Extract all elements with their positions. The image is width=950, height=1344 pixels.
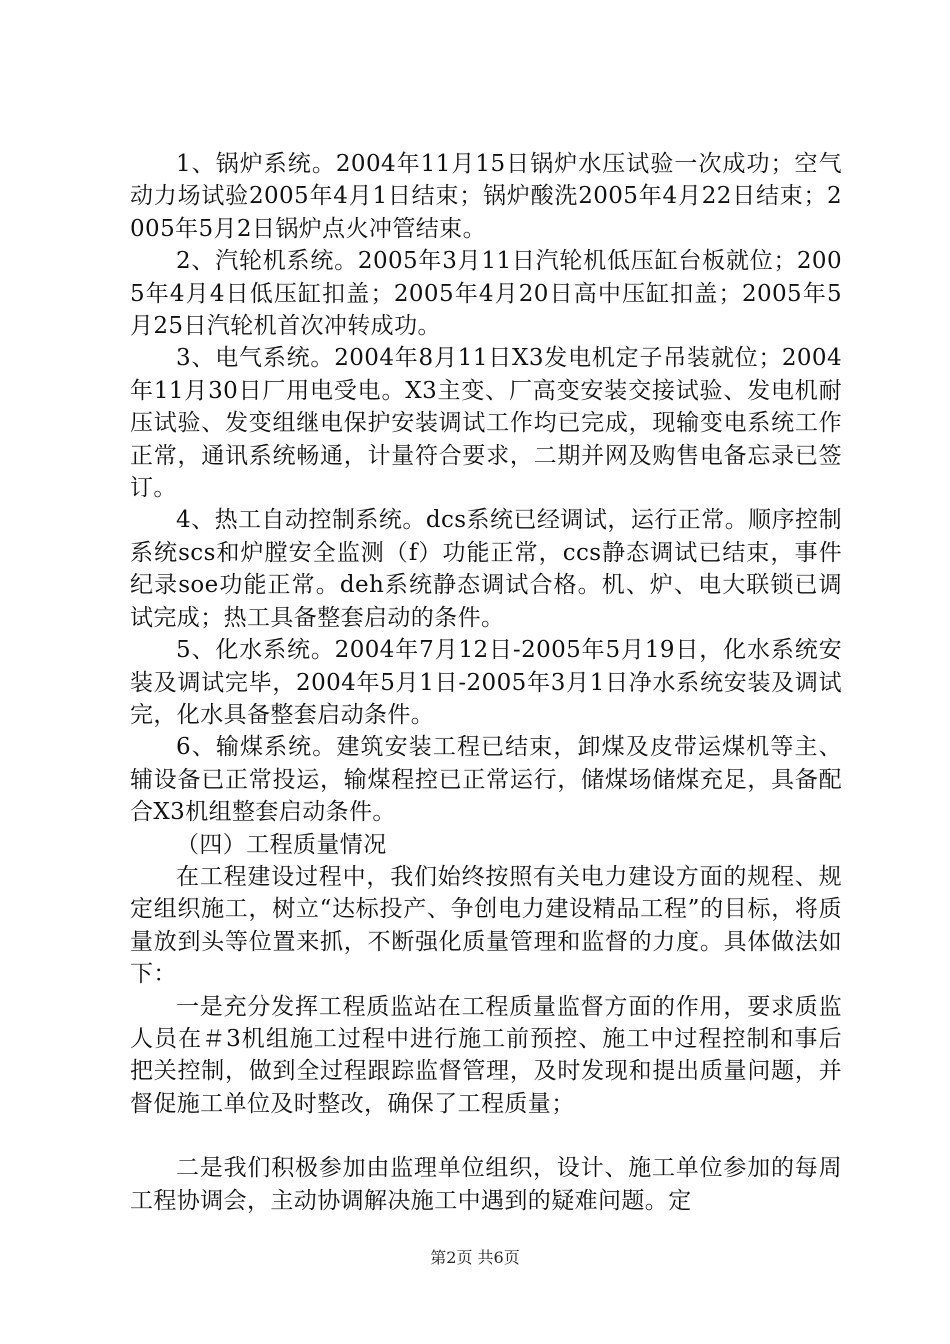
- document-body: [130, 148, 842, 1217]
- paragraph-quality-intro: 在工程建设过程中，我们始终按照有关电力建设方面的规程、规定组织施工，树立“达标投产、争创电力建设精品工程”的目标，将质量放到头等位置来抓，不断强化质量管理和监督的力度。具体做法如下：: [130, 863, 842, 988]
- paragraph-thermal-control-system: 4、热工自动控制系统。dcs系统已经调试，运行正常。顺序控制系统scs和炉膛安全监测（f）功能正常，ccs静态调试已结束，事件纪录soe功能正常。deh系统静态调试合格。机、炉、电大联锁已调试完成；热工具备整套启动的条件。: [130, 507, 842, 631]
- page-footer: 第2页 共6页: [430, 1248, 520, 1267]
- paragraph-turbine-system: 2、汽轮机系统。2005年3月11日汽轮机低压缸台板就位；2005年4月4日低压缸扣盖；2005年4月20日高中压缸扣盖；2005年5月25日汽轮机首次冲转成功。: [130, 248, 842, 340]
- paragraph-water-treatment-system: 5、化水系统。2004年7月12日-2005年5月19日，化水系统安装及调试完毕，2004年5月1日-2005年3月1日净水系统安装及调试完，化水具备整套启动条件。: [130, 637, 842, 728]
- section-heading-quality: （四）工程质量情况: [176, 831, 387, 858]
- paragraph-boiler-system: 1、锅炉系统。2004年11月15日锅炉水压试验一次成功；空气动力场试验2005年4月1日结束；锅炉酸洗2005年4月22日结束；2005年5月2日锅炉点火冲管结束。: [130, 151, 842, 242]
- paragraph-coal-handling-system: 6、输煤系统。建筑安装工程已结束，卸煤及皮带运煤机等主、辅设备已正常投运，输煤程控已正常运行，储煤场储煤充足，具备配合X3机组整套启动条件。: [130, 734, 842, 826]
- paragraph-electrical-system: 3、电气系统。2004年8月11日X3发电机定子吊装就位；2004年11月30日厂用电受电。X3主变、厂高变安装交接试验、发电机耐压试验、发变组继电保护安装调试工作均已完成，现输变电系统工作正常，通讯系统畅通，计量符合要求，二期并网及购售电备忘录已签订。: [130, 345, 842, 502]
- paragraph-quality-measure-1: 一是充分发挥工程质监站在工程质量监督方面的作用，要求质监人员在＃3机组施工过程中进行施工前预控、施工中过程控制和事后把关控制，做到全过程跟踪监督管理，及时发现和提出质量问题，并督促施工单位及时整改，确保了工程质量；: [130, 993, 842, 1117]
- paragraph-quality-measure-2: 二是我们积极参加由监理单位组织，设计、施工单位参加的每周工程协调会，主动协调解决施工中遇到的疑难问题。定: [130, 1155, 842, 1214]
